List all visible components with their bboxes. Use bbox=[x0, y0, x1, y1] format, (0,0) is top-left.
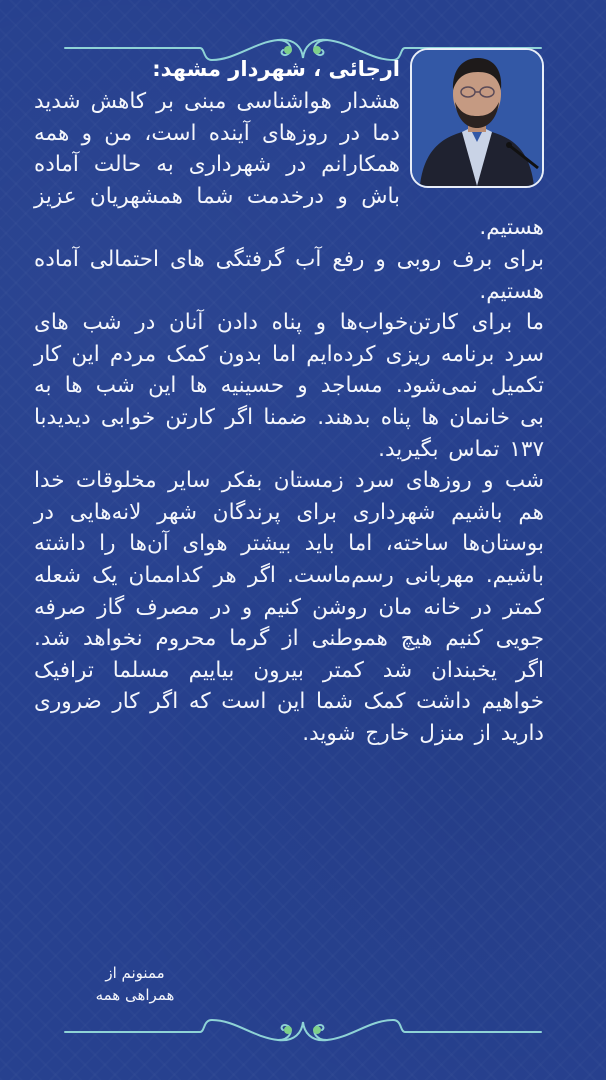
speaker-headline: ارجائی ، شهردار مشهد: bbox=[152, 57, 400, 81]
statement-body bbox=[34, 52, 544, 749]
signoff-line-1: ممنونم از bbox=[105, 964, 165, 982]
paragraph-homeless-shelter: ما برای کارتن‌خواب‌ها و پناه دادن آنان در شب های سرد برنامه ریزی کرده‌ایم اما بدون کمک مردم این کار تکمیل نمی‌شود. مساجد و حسینیه ها این شب ها به بی خانمان ها پناه بدهند. ضمنا اگر کارتن خوابی دیدیدبا ۱۳۷ تماس بگیرید. bbox=[34, 310, 544, 462]
signoff-line-2: همراهی همه bbox=[95, 986, 175, 1004]
paragraph-snow-removal: برای برف روبی و رفع آب گرفتگی های احتمالی آماده هستیم. bbox=[34, 246, 544, 304]
paragraph-weather-warning: هشدار هواشناسی مبنی بر کاهش شدید دما در روزهای آینده است، من و همه همکارانم در شهرداری به حالت آماده باش و درخدمت شما همشهریان عزیز هستیم. bbox=[34, 89, 544, 241]
signoff-note bbox=[80, 962, 190, 1006]
paragraph-winter-kindness: شب و روزهای سرد زمستان بفکر سایر مخلوقات خدا هم باشیم شهرداری برای پرندگان شهر لانه‌هایی در بوستان‌ها ساخته، اما باید بیشتر هوای آن‌ها را داشته باشیم. مهربانی رسم‌ماست. اگر هر کداممان یک شعله کمتر در خانه مان روشن کنیم و در مصرف گاز صرفه جویی کنیم هیچ هموطنی از گرما محروم نخواهد شد. اگر یخبندان شد کمتر بیرون بیاییم مسلما ترافیک خواهیم داشت کمک شما این است که اگر کار ضروری دارید از منزل خارج شوید. bbox=[34, 468, 544, 746]
photo-spacer bbox=[404, 52, 544, 182]
bottom-scroll-divider-icon bbox=[0, 1010, 606, 1050]
